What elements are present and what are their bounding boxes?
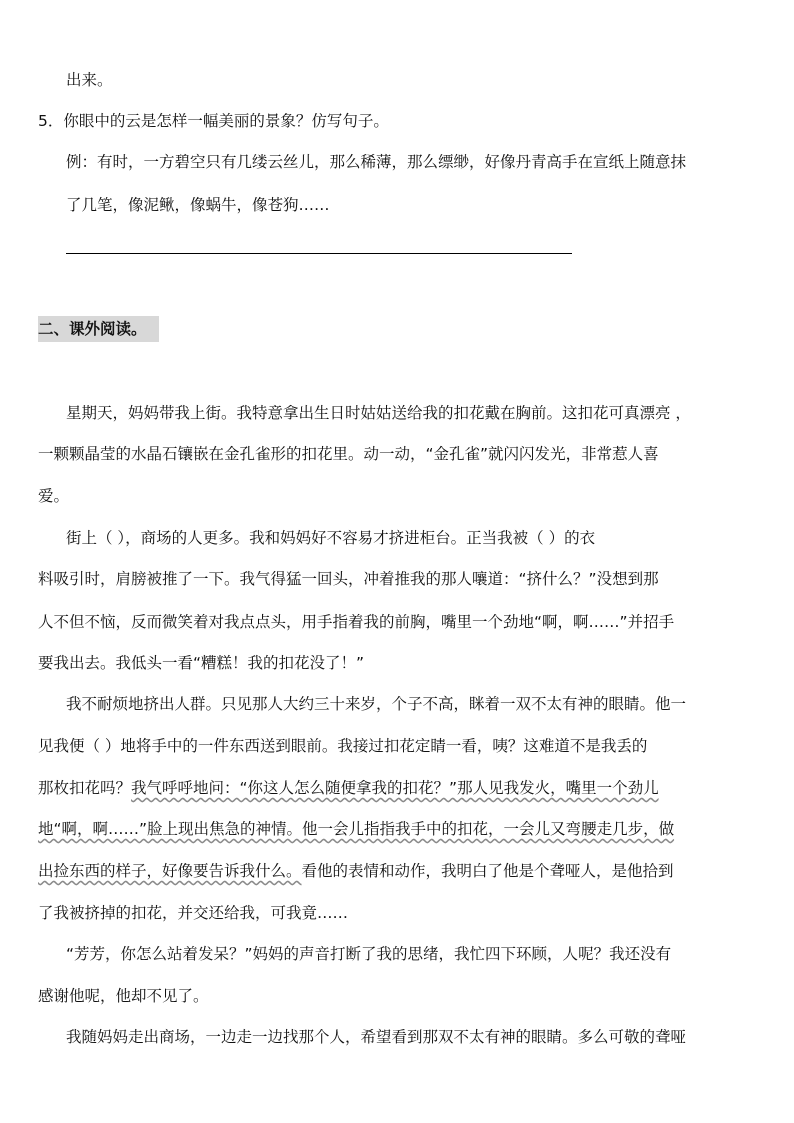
underlined-sentence: 出捡东西的样子，好像要告诉我什么。 xyxy=(38,862,302,880)
passage-line: 星期天，妈妈带我上街。我特意拿出生日时姑姑送给我的扣花戴在胸前。这扣花可真漂亮 ， xyxy=(66,404,691,422)
passage-line: 要我出去。我低头一看“糟糕！我的扣花没了！” xyxy=(38,654,365,672)
underlined-sentence: 地“啊，啊……”脸上现出焦急的神情。他一会儿指指我手中的扣花，一会儿又弯腰走几步，做 xyxy=(38,820,675,838)
answer-blank-line xyxy=(66,253,572,254)
passage-text: 看他的表情和动作，我明白了他是个聋哑人，是他拾到 xyxy=(301,862,674,880)
example-line-2: 了几笔，像泥鳅，像蜗牛，像苍狗…… xyxy=(66,196,330,214)
passage-line: 人不但不恼，反而微笑着对我点点头，用手指着我的前胸，嘴里一个劲地“啊，啊……”并招手 xyxy=(38,613,675,631)
passage-line: 一颗颗晶莹的水晶石镶嵌在金孔雀形的扣花里。动一动，“金孔雀”就闪闪发光，非常惹人喜 xyxy=(38,445,659,463)
question-5-prompt: 5．你眼中的云是怎样一幅美丽的景象？仿写句子。 xyxy=(38,112,389,130)
passage-line: 了我被挤掉的扣花，并交还给我，可我竟…… xyxy=(38,904,349,922)
passage-line: 爱。 xyxy=(38,487,70,505)
passage-line: 我不耐烦地挤出人群。只见那人大约三十来岁，个子不高，眯着一双不太有神的眼睛。他一 xyxy=(66,695,687,713)
example-line-1: 例：有时，一方碧空只有几缕云丝儿，那么稀薄，那么缥缈，好像丹青高手在宣纸上随意抹 xyxy=(66,153,687,171)
passage-line xyxy=(38,861,674,881)
passage-line: “芳芳，你怎么站着发呆？”妈妈的声音打断了我的思绪，我忙四下环顾，人呢？我还没有 xyxy=(66,945,672,963)
passage-line xyxy=(38,778,659,798)
passage-line: 街上（ ），商场的人更多。我和妈妈好不容易才挤进柜台。正当我被（ ）的衣 xyxy=(66,529,596,547)
passage-line: 料吸引时，肩膀被推了一下。我气得猛一回头，冲着推我的那人嚷道：“挤什么？”没想到那 xyxy=(38,570,659,588)
passage-line: 感谢他呢，他却不见了。 xyxy=(38,987,209,1005)
section-heading: 二、课外阅读。 xyxy=(38,316,159,342)
previous-answer-tail: 出来。 xyxy=(66,71,113,89)
passage-line: 见我便（ ）地将手中的一件东西送到眼前。我接过扣花定睛一看，咦？这难道不是我丢的 xyxy=(38,737,648,755)
passage-text: 那枚扣花吗？ xyxy=(38,779,132,797)
passage-line: 我随妈妈走出商场，一边走一边找那个人，希望看到那双不太有神的眼睛。多么可敬的聋哑 xyxy=(66,1028,687,1046)
underlined-sentence: 我气呼呼地问：“你这人怎么随便拿我的扣花？”那人见我发火，嘴里一个劲儿 xyxy=(131,779,659,797)
